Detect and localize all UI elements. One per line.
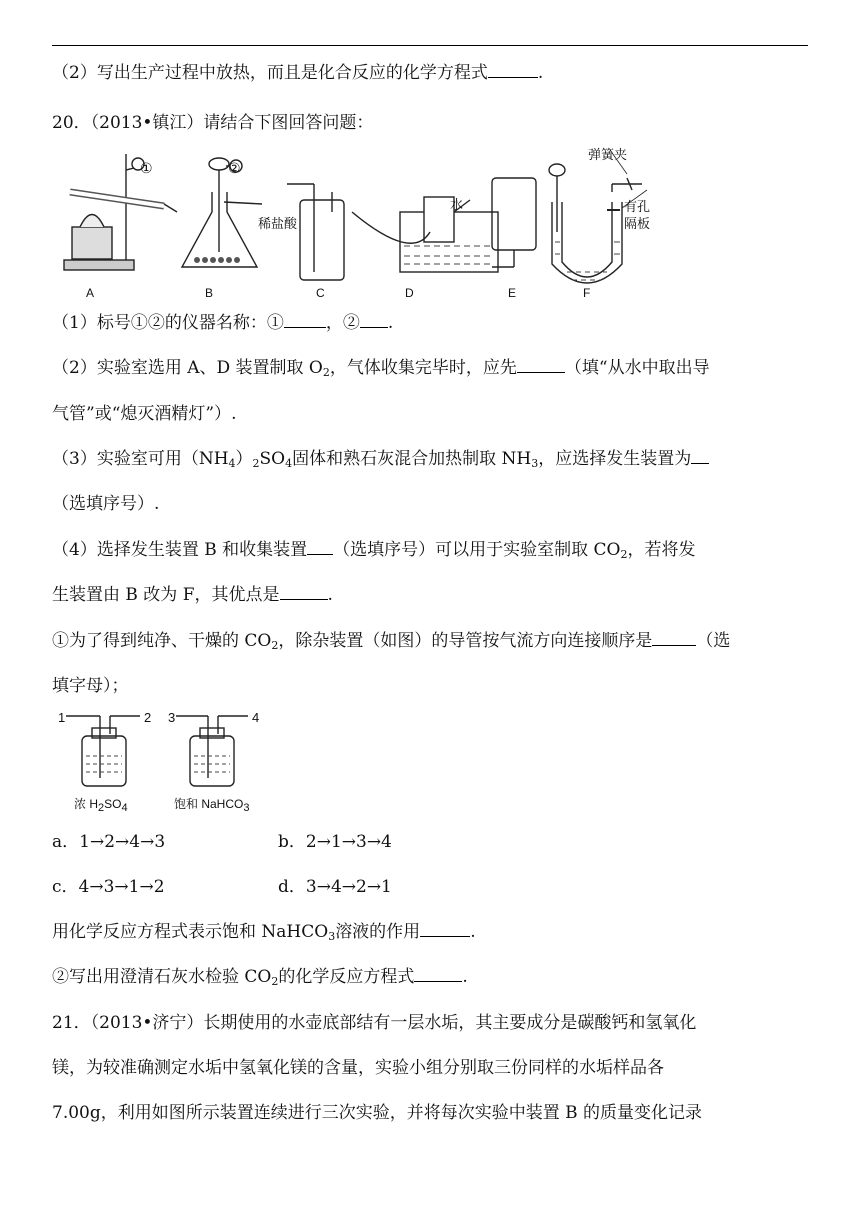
nahco3-text-a: 用化学反应方程式表示饱和 NaHCO [52,922,329,942]
fig-label-d: D [405,286,414,300]
wash-bottles-figure [52,708,272,793]
sub4-text-c: ，若将发 [627,540,696,560]
q20-sub3-line2: （选填序号）. [52,494,160,514]
q20-sub4: （4）选择发生装置 B 和收集装置 （选填序号）可以用于实验室制取 $CO_2$，若将发 [52,540,696,561]
q20-sub1 [52,313,810,333]
answer-blank[interactable] [280,585,328,600]
right-label-text: 饱和 NaHCO [174,797,244,811]
sub1-mark-2: ② [342,313,360,333]
period: . [470,922,476,942]
part1-text-a: ①为了得到纯净、干燥的 CO [52,631,272,651]
option-b[interactable]: b．2→1→3→4 [278,832,392,852]
sub1-text-c: 的仪器名称： [164,313,267,333]
sub1-marks: ①② [130,313,165,333]
q20-nahco3-line: 用化学反应方程式表示饱和 NaHCO$_3$溶液的作用 . [52,922,476,943]
answer-blank[interactable] [360,313,388,328]
sub1-mark-1: ① [266,313,284,333]
q19-item2-text: （2）写出生产过程中放热，而且是化合反应的化学方程式 [52,63,488,83]
mark-2: ② [228,160,241,176]
part1-text-b: ，除杂装置（如图）的导管按气流方向连接顺序是 [278,631,653,651]
bottle-left-label [74,795,128,812]
q20-part2: ②写出用澄清石灰水检验 $CO_2$的化学反应方程式 . [52,967,468,988]
left-label-end: SO [104,797,122,811]
q20-sub3: （3）实验室可用$(NH_4)_2SO_4$固体和熟石灰混合加热制取 $NH_3$，应选择发生装置为 [52,449,810,469]
q20-stem: 20．（2013•镇江）请结合下图回答问题： [52,113,374,133]
fig-label-c: C [316,286,325,300]
sub3-text-a: （3）实验室可用（NH [52,449,229,469]
q20-part1: ①为了得到纯净、干燥的 $CO_2$，除杂装置（如图）的导管按气流方向连接顺序是 （选 [52,631,731,652]
sub1-text-a: （1）标号 [52,313,131,333]
right-label-sub: 3 [243,802,250,814]
period: . [537,63,544,83]
sub2-text-a: （2）实验室选用 A、D 装置制取 O [52,358,323,378]
left-label-text: 浓 H [74,797,99,811]
answer-blank[interactable] [414,967,462,982]
answer-blank[interactable] [284,313,326,328]
left-label-sub2: 4 [121,802,128,814]
period: . [387,313,394,333]
header-rule [52,45,808,46]
port-2: 2 [144,710,152,725]
sub4-line2-text: 生装置由 B 改为 F，其优点是 [52,585,280,605]
clip-label: 弹簧夹 [588,147,628,162]
fig-label-e: E [508,286,517,300]
sub3-text-c: SO [259,449,286,469]
nahco3-text-b: 溶液的作用 [335,922,421,942]
part1-text-c: （选 [696,631,731,651]
q20-sub2: （2）实验室选用 A、D 装置制取 $O_2$，气体收集完毕时，应先 （填“从水中取出导 [52,358,710,379]
sub3-text-b: ） [235,449,253,469]
option-a[interactable]: a．1→2→4→3 [52,832,166,852]
q21-line2: 镁，为较准确测定水垢中氢氧化镁的含量，实验小组分别取三份同样的水垢样品各 [52,1058,664,1078]
sub3-text-e: ，应选择发生装置为 [538,449,692,469]
period: . [462,967,468,987]
plate-label-1: 有孔 [624,199,651,214]
answer-blank[interactable] [488,63,538,78]
answer-blank[interactable] [517,358,565,373]
port-1: 1 [58,710,66,725]
answer-blank[interactable] [420,922,470,937]
mark-1: ① [140,160,153,176]
part2-text-a: ②写出用澄清石灰水检验 CO [52,967,272,987]
option-c[interactable]: c．4→3→1→2 [52,877,165,897]
option-d[interactable]: d．3→4→2→1 [278,877,392,897]
plate-label-2: 隔板 [624,216,651,231]
q20-part1-line2: 填字母）； [52,676,129,696]
answer-blank[interactable] [691,449,709,464]
port-4: 4 [252,710,260,725]
left-label-sub: 2 [98,802,105,814]
answer-blank[interactable] [652,631,696,646]
fig-label-a: A [86,286,95,300]
q19-item2 [52,63,810,83]
q20-sub4-line2 [52,585,810,605]
sub4-text-a: （4）选择发生装置 B 和收集装置 [52,540,308,560]
bottle-right-label [174,795,249,812]
sub2-text-c: （填“从水中取出导 [564,358,710,378]
port-3: 3 [168,710,176,725]
fig-label-f: F [583,286,591,300]
answer-blank[interactable] [307,540,333,555]
q21-line1: 21．（2013•济宁）长期使用的水壶底部结有一层水垢，其主要成分是碳酸钙和氢氧化 [52,1013,697,1033]
sub4-text-b: （选填序号）可以用于实验室制取 CO [333,540,621,560]
q20-sub2-line2: 气管”或“熄灭酒精灯”）. [52,404,237,424]
fig-label-b: B [205,286,214,300]
comma: ， [325,313,343,333]
water-label: 水 [450,197,464,212]
acid-label: 稀盐酸 [258,216,298,231]
q21-line3: 7.00g，利用如图所示装置连续进行三次实验，并将每次实验中装置 B 的质量变化记录 [52,1103,703,1123]
part2-text-b: 的化学反应方程式 [278,967,415,987]
sub3-text-d: 固体和熟石灰混合加热制取 NH [292,449,532,469]
sub2-text-b: ，气体收集完毕时，应先 [329,358,517,378]
period: . [327,585,333,605]
